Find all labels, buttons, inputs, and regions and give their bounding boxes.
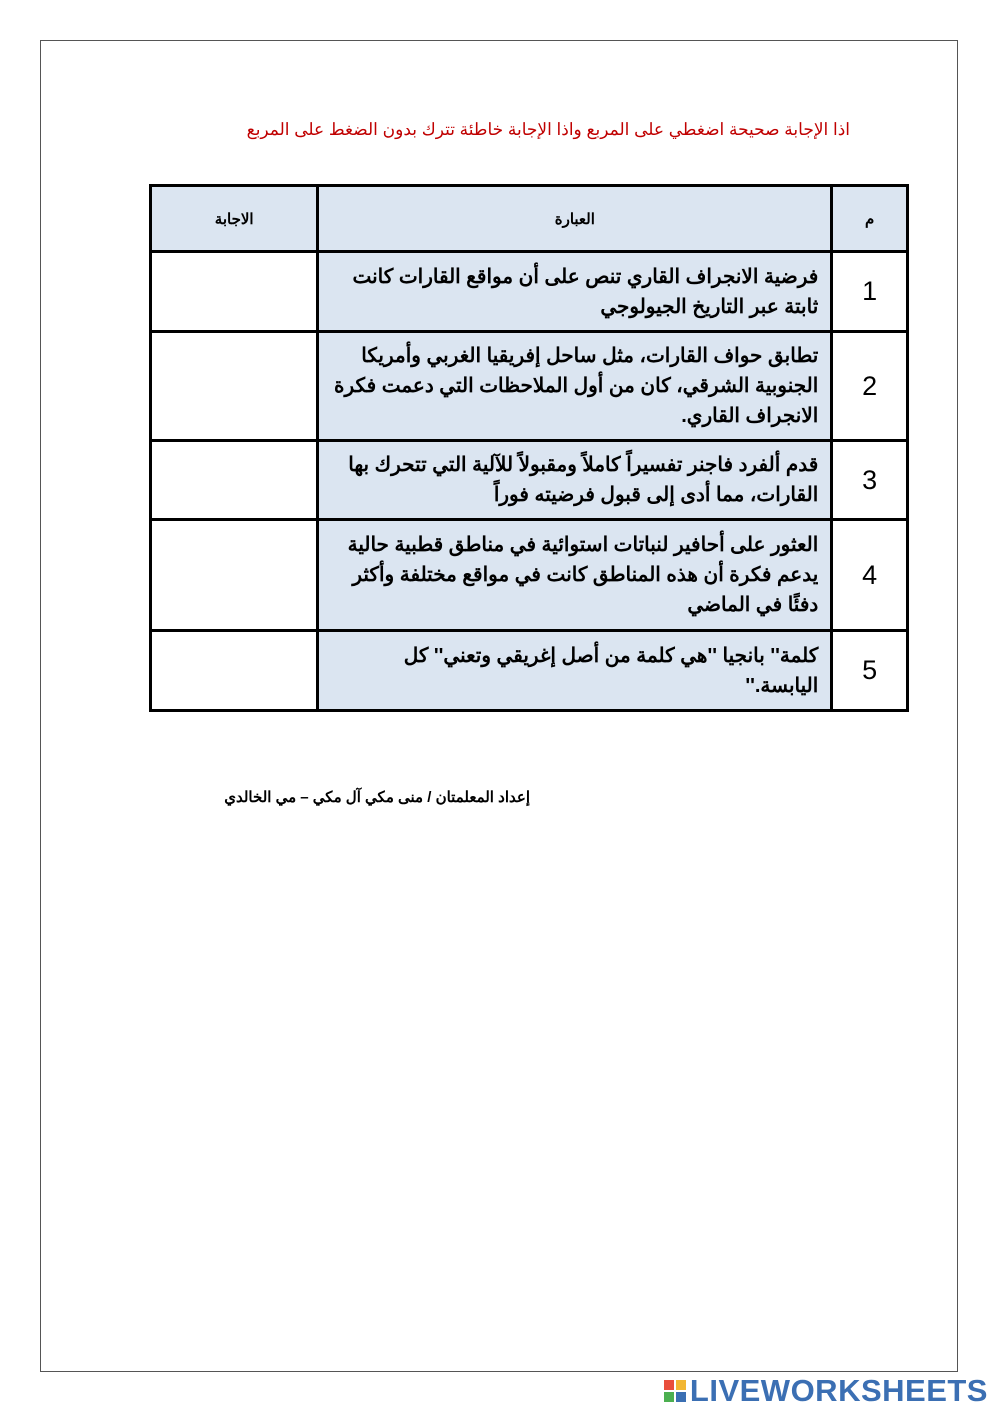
table-row [151, 441, 908, 520]
answer-box[interactable] [151, 441, 318, 520]
answer-box[interactable] [151, 520, 318, 631]
answer-box[interactable] [151, 631, 318, 711]
row-statement: قدم ألفرد فاجنر تفسيراً كاملاً ومقبولاً للآلية التي تتحرك بها القارات، مما أدى إلى قبول فرضيته فوراً [318, 441, 832, 520]
row-statement: كلمة'' بانجيا ''هي كلمة من أصل إغريقي وتعني'' كل اليابسة.'' [318, 631, 832, 711]
table-row [151, 252, 908, 332]
quiz-table [149, 184, 909, 712]
row-number: 4 [832, 520, 908, 631]
header-statement: العبارة [318, 186, 832, 252]
liveworksheets-brand [664, 1372, 988, 1410]
row-number: 2 [832, 332, 908, 441]
brand-name: LIVEWORKSHEETS [689, 1373, 988, 1408]
table-row [151, 520, 908, 631]
liveworksheets-logo-icon [664, 1380, 686, 1402]
answer-box[interactable] [151, 252, 318, 332]
row-number: 1 [832, 252, 908, 332]
instruction-text: اذا الإجابة صحيحة اضغطي على المربع واذا الإجابة خاطئة تترك بدون الضغط على المربع [246, 120, 850, 139]
table-row [151, 631, 908, 711]
header-number: م [832, 186, 908, 252]
answer-box[interactable] [151, 332, 318, 441]
row-number: 3 [832, 441, 908, 520]
row-statement: العثور على أحافير لنباتات استوائية في مناطق قطبية حالية يدعم فكرة أن هذه المناطق كانت في مواقع مختلفة وأكثر دفئًا في الماضي [318, 520, 832, 631]
row-statement: فرضية الانجراف القاري تنص على أن مواقع القارات كانت ثابتة عبر التاريخ الجيولوجي [318, 252, 832, 332]
header-row [151, 186, 908, 252]
author-credit: إعداد المعلمتان / منى مكي آل مكي – مي الخالدي [224, 789, 530, 806]
row-statement: تطابق حواف القارات، مثل ساحل إفريقيا الغربي وأمريكا الجنوبية الشرقي، كان من أول الملاحظات التي دعمت فكرة الانجراف القاري. [318, 332, 832, 441]
table-row [151, 332, 908, 441]
row-number: 5 [832, 631, 908, 711]
header-answer: الاجابة [151, 186, 318, 252]
